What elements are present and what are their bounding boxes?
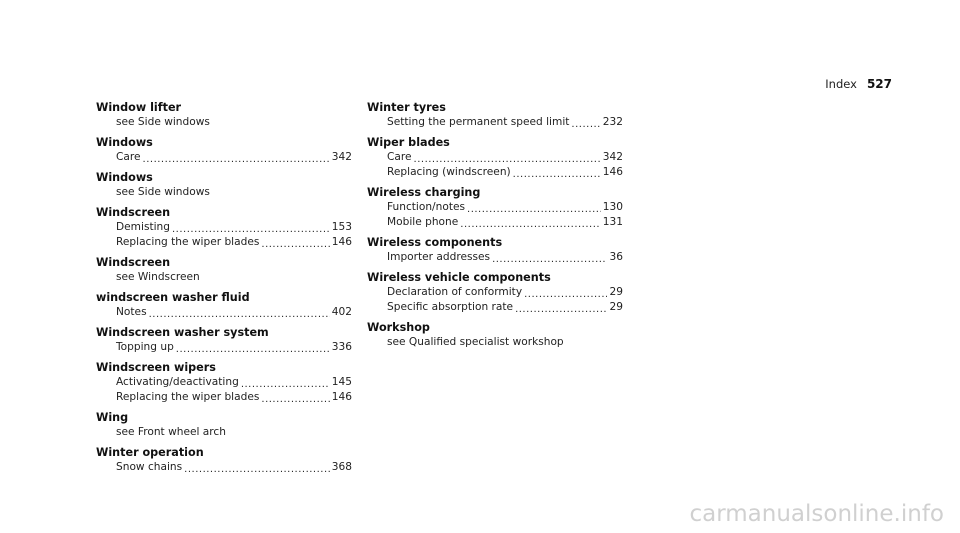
index-subentry: [96, 185, 352, 200]
subentry-text: Specific absorption rate: [387, 301, 514, 313]
index-subentry: [367, 215, 623, 230]
index-entry: [367, 135, 623, 180]
dot-leader: [261, 392, 329, 404]
index-entry: [96, 205, 352, 250]
index-entry-heading: Windscreen wipers: [96, 361, 216, 374]
subentry-page-number: 342: [331, 151, 352, 163]
index-entry-heading: Windscreen washer system: [96, 326, 269, 339]
index-entry: [96, 100, 352, 130]
index-subentry: [367, 115, 623, 130]
index-subentry: [96, 235, 352, 250]
index-subentry: [367, 200, 623, 215]
index-entry-heading: Wireless charging: [367, 186, 481, 199]
dot-leader: [176, 342, 330, 354]
subentry-page-number: 29: [609, 301, 623, 313]
subentry-text: Replacing the wiper blades: [116, 236, 260, 248]
index-entry: [367, 100, 623, 130]
subentry-text: Topping up: [116, 341, 174, 353]
subentry-page-number: 232: [602, 116, 623, 128]
subentry-page-number: 29: [609, 286, 623, 298]
subentry-page-number: 402: [331, 306, 352, 318]
subentry-text: Importer addresses: [387, 251, 491, 263]
index-subentry: [96, 340, 352, 355]
index-entry-heading: windscreen washer fluid: [96, 291, 250, 304]
index-entry: [96, 170, 352, 200]
dot-leader: [524, 287, 607, 299]
dot-leader: [467, 202, 601, 214]
index-entry-heading: Wiper blades: [367, 136, 450, 149]
index-subentry: [367, 335, 623, 350]
index-entry-heading: Winter operation: [96, 446, 204, 459]
index-entry: [367, 270, 623, 315]
watermark-text: carmanualsonline.info: [689, 501, 944, 527]
subentry-page-number: 153: [331, 221, 352, 233]
index-entry-heading: Windscreen: [96, 206, 171, 219]
dot-leader: [261, 237, 329, 249]
index-entry: [96, 255, 352, 285]
index-entry: [96, 135, 352, 165]
index-subentry: [96, 220, 352, 235]
dot-leader: [241, 377, 330, 389]
subentry-page-number: 146: [331, 391, 352, 403]
page-number: 527: [866, 77, 892, 91]
index-subentry: [367, 150, 623, 165]
dot-leader: [513, 167, 601, 179]
subentry-text: Mobile phone: [387, 216, 459, 228]
subentry-text: Care: [387, 151, 412, 163]
subentry-text: Snow chains: [116, 461, 183, 473]
subentry-page-number: 146: [331, 236, 352, 248]
dot-leader: [492, 252, 607, 264]
index-subentry: [96, 460, 352, 475]
index-entry-heading: Winter tyres: [367, 101, 446, 114]
index-entry-heading: Window lifter: [96, 101, 182, 114]
subentry-page-number: 131: [602, 216, 623, 228]
subentry-text: see Front wheel arch: [116, 426, 226, 438]
subentry-text: Function/notes: [387, 201, 466, 213]
index-entry: [96, 360, 352, 405]
index-entry: [367, 185, 623, 230]
index-entry: [96, 445, 352, 475]
index-subentry: [96, 305, 352, 320]
index-entry-heading: Workshop: [367, 321, 430, 334]
index-entry-heading: Windows: [96, 136, 153, 149]
subentry-text: see Qualified specialist workshop: [387, 336, 564, 348]
subentry-text: Replacing (windscreen): [387, 166, 511, 178]
subentry-text: Setting the permanent speed limit: [387, 116, 570, 128]
index-column-right: [367, 100, 623, 355]
subentry-page-number: 146: [602, 166, 623, 178]
subentry-page-number: 368: [331, 461, 352, 473]
index-entry-heading: Wireless components: [367, 236, 503, 249]
index-entry: [367, 320, 623, 350]
dot-leader: [571, 117, 600, 129]
index-entry: [96, 290, 352, 320]
dot-leader: [143, 152, 330, 164]
subentry-page-number: 336: [331, 341, 352, 353]
index-entry: [367, 235, 623, 265]
index-label: Index: [825, 77, 857, 91]
subentry-text: Notes: [116, 306, 147, 318]
index-entry: [96, 410, 352, 440]
index-subentry: [96, 425, 352, 440]
subentry-text: see Side windows: [116, 116, 210, 128]
dot-leader: [149, 307, 330, 319]
index-subentry: [96, 270, 352, 285]
dot-leader: [184, 462, 330, 474]
index-subentry: [96, 375, 352, 390]
subentry-text: Care: [116, 151, 141, 163]
subentry-page-number: 36: [609, 251, 623, 263]
index-subentry: [96, 150, 352, 165]
dot-leader: [172, 222, 330, 234]
index-entry: [96, 325, 352, 355]
dot-leader: [515, 302, 607, 314]
subentry-text: Activating/deactivating: [116, 376, 239, 388]
index-subentry: [96, 115, 352, 130]
index-column-left: [96, 100, 352, 480]
index-subentry: [367, 285, 623, 300]
dot-leader: [460, 217, 600, 229]
subentry-page-number: 342: [602, 151, 623, 163]
index-subentry: [367, 165, 623, 180]
dot-leader: [414, 152, 601, 164]
index-entry-heading: Wireless vehicle components: [367, 271, 551, 284]
index-subentry: [96, 390, 352, 405]
subentry-text: Demisting: [116, 221, 170, 233]
subentry-text: see Windscreen: [116, 271, 200, 283]
page-header: [825, 77, 892, 91]
index-subentry: [367, 300, 623, 315]
index-subentry: [367, 250, 623, 265]
index-entry-heading: Wing: [96, 411, 129, 424]
subentry-text: Declaration of conformity: [387, 286, 523, 298]
subentry-text: Replacing the wiper blades: [116, 391, 260, 403]
subentry-page-number: 130: [602, 201, 623, 213]
index-entry-heading: Windows: [96, 171, 153, 184]
subentry-text: see Side windows: [116, 186, 210, 198]
subentry-page-number: 145: [331, 376, 352, 388]
index-entry-heading: Windscreen: [96, 256, 171, 269]
